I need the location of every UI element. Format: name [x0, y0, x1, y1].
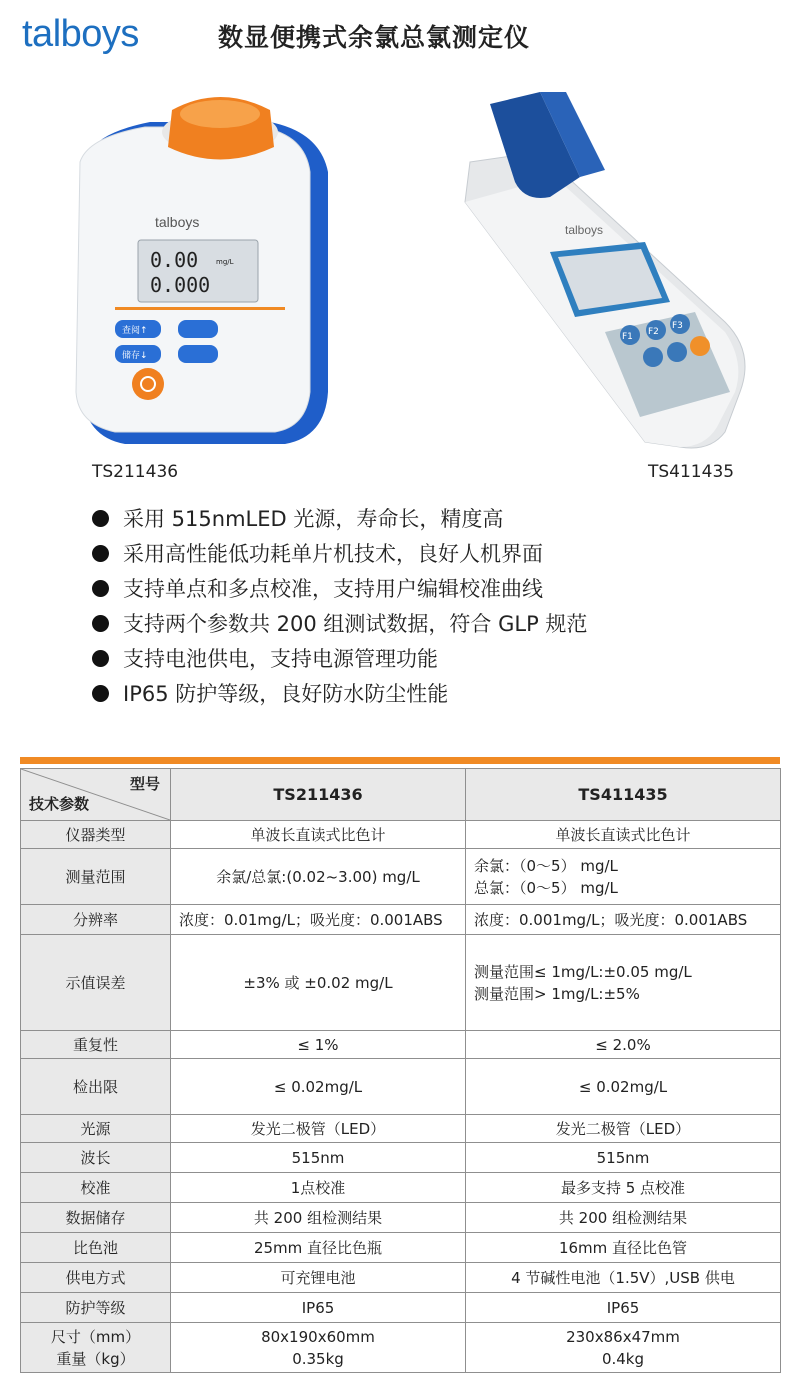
feature-item: IP65 防护等级，良好防水防尘性能: [92, 677, 587, 712]
screen-unit: mg/L: [216, 258, 234, 266]
spec-table-section: [20, 757, 780, 1373]
param-cell: [21, 905, 171, 935]
value-cell-model-2: [466, 1263, 781, 1293]
param-cell: [21, 935, 171, 1031]
talboys-logo: [22, 12, 172, 56]
feature-item: 支持两个参数共 200 组测试数据，符合 GLP 规范: [92, 607, 587, 642]
square-button: [178, 320, 218, 338]
param-label: 仪器类型: [65, 825, 126, 844]
value-cell-model-2: [466, 935, 781, 1031]
param-label: 数据储存: [65, 1208, 126, 1227]
value-text: IP65: [301, 1298, 335, 1317]
device-brand-label: talboys: [155, 214, 200, 230]
param-cell: [21, 1143, 171, 1173]
value-cell-model-1: [171, 1293, 466, 1323]
product-model-label-2: TS411435: [648, 462, 735, 482]
value-text: 1点校准: [290, 1178, 346, 1197]
bullet-icon: [92, 580, 109, 597]
param-cell: [21, 1263, 171, 1293]
confirm-button: [178, 345, 218, 363]
feature-list: [92, 502, 587, 712]
table-header-row: [21, 769, 781, 821]
logo-text: talboys: [22, 13, 139, 55]
table-row: [21, 1263, 781, 1293]
value-cell-model-2: [466, 849, 781, 905]
param-cell: [21, 1031, 171, 1059]
value-text: IP65: [606, 1298, 640, 1317]
param-label: 光源: [80, 1119, 111, 1138]
param-cell: [21, 1115, 171, 1143]
value-cell-model-1: [171, 1233, 466, 1263]
value-text: ≤ 2.0%: [595, 1035, 651, 1054]
param-label: 测量范围: [65, 867, 126, 886]
value-cell-model-2: [466, 1203, 781, 1233]
param-cell: [21, 1323, 171, 1373]
param-label: 分辨率: [72, 910, 118, 929]
value-text: 测量范围≤ 1mg/L:±0.05 mg/L: [474, 962, 692, 981]
value-text: 共 200 组检测结果: [253, 1208, 383, 1227]
value-cell-model-2: [466, 1059, 781, 1115]
table-row: [21, 1059, 781, 1115]
screen-reading-2: 0.000: [150, 273, 211, 297]
feature-item: 采用高性能低功耗单片机技术，良好人机界面: [92, 537, 587, 572]
param-label: 重量（kg）: [56, 1349, 135, 1368]
value-text: 4 节碱性电池（1.5V）,USB 供电: [511, 1268, 735, 1287]
table-row: [21, 1031, 781, 1059]
spec-table: [20, 768, 781, 1373]
bullet-icon: [92, 685, 109, 702]
value-text: 发光二极管（LED）: [250, 1119, 386, 1138]
power-button: [132, 368, 164, 400]
param-label: 重复性: [72, 1035, 118, 1054]
device-brand-label-2: talboys: [565, 223, 604, 237]
table-row: [21, 1143, 781, 1173]
column-header-model-2: TS411435: [466, 769, 781, 821]
value-text: 余氯：（0～5） mg/L: [474, 856, 618, 875]
value-cell-model-2: [466, 905, 781, 935]
table-corner-cell: [21, 769, 171, 821]
value-text: 单波长直读式比色计: [555, 825, 691, 844]
value-cell-model-1: [171, 1323, 466, 1373]
table-row: [21, 1233, 781, 1263]
value-cell-model-1: [171, 1059, 466, 1115]
value-cell-model-2: [466, 1143, 781, 1173]
store-down-label: 储存↓: [122, 351, 148, 361]
value-text: 共 200 组检测结果: [558, 1208, 688, 1227]
table-row: [21, 1323, 781, 1373]
value-text: 515nm: [596, 1148, 650, 1167]
table-row: [21, 1203, 781, 1233]
value-text: 80x190x60mm: [261, 1327, 375, 1346]
value-cell-model-2: [466, 1115, 781, 1143]
value-text: 最多支持 5 点校准: [560, 1178, 686, 1197]
table-row: [21, 905, 781, 935]
value-text: 发光二极管（LED）: [555, 1119, 691, 1138]
corner-model-label: 型号: [129, 775, 160, 793]
param-label: 检出限: [72, 1077, 118, 1096]
value-cell-model-1: [171, 1115, 466, 1143]
value-text: 单波长直读式比色计: [250, 825, 386, 844]
value-text: 0.35kg: [292, 1349, 344, 1368]
f3-key: F3: [672, 321, 683, 331]
value-cell-model-2: [466, 1173, 781, 1203]
table-row: [21, 1293, 781, 1323]
value-text: ≤ 0.02mg/L: [578, 1077, 668, 1096]
value-cell-model-1: [171, 821, 466, 849]
value-text: 0.4kg: [601, 1349, 645, 1368]
value-text: 16mm 直径比色管: [558, 1238, 688, 1257]
value-cell-model-1: [171, 1143, 466, 1173]
feature-item: 支持电池供电，支持电源管理功能: [92, 642, 587, 677]
value-text: 230x86x47mm: [566, 1327, 680, 1346]
param-cell: [21, 1059, 171, 1115]
param-label: 示值误差: [65, 973, 126, 992]
table-row: [21, 935, 781, 1031]
product-model-label-1: TS211436: [92, 462, 179, 482]
param-label: 比色池: [72, 1238, 118, 1257]
table-row: [21, 1173, 781, 1203]
page-title: 数显便携式余氯总氯测定仪: [218, 23, 531, 52]
value-text: 测量范围> 1mg/L:±5%: [474, 984, 640, 1003]
value-cell-model-1: [171, 1173, 466, 1203]
param-cell: [21, 1293, 171, 1323]
value-text: 25mm 直径比色瓶: [253, 1238, 383, 1257]
table-row: [21, 821, 781, 849]
value-text: 余氯/总氯:(0.02~3.00) mg/L: [216, 867, 420, 886]
param-cell: [21, 1203, 171, 1233]
bullet-icon: [92, 510, 109, 527]
value-text: ≤ 1%: [297, 1035, 339, 1054]
value-text: 可充锂电池: [280, 1268, 356, 1287]
screen-reading-1: 0.00: [150, 248, 199, 272]
value-cell-model-1: [171, 1263, 466, 1293]
f2-key: F2: [648, 327, 659, 337]
param-label: 防护等级: [65, 1298, 126, 1317]
bullet-icon: [92, 615, 109, 632]
accent-bar: [20, 757, 780, 764]
param-cell: [21, 1173, 171, 1203]
value-cell-model-2: [466, 1233, 781, 1263]
value-text: 总氯：（0～5） mg/L: [474, 878, 618, 897]
value-text: ≤ 0.02mg/L: [273, 1077, 363, 1096]
value-cell-model-1: [171, 1031, 466, 1059]
value-text: 浓度：0.001mg/L；吸光度：0.001ABS: [474, 910, 748, 929]
corner-param-label: 技术参数: [29, 795, 90, 813]
value-cell-model-1: [171, 1203, 466, 1233]
param-cell: [21, 1233, 171, 1263]
value-cell-model-1: [171, 849, 466, 905]
bullet-icon: [92, 545, 109, 562]
value-cell-model-2: [466, 1293, 781, 1323]
param-label: 尺寸（mm）: [50, 1327, 141, 1346]
bullet-icon: [92, 650, 109, 667]
value-text: ±3% 或 ±0.02 mg/L: [243, 973, 393, 992]
query-up-label: 查阅↑: [122, 326, 148, 336]
param-label: 波长: [80, 1148, 111, 1167]
table-row: [21, 849, 781, 905]
value-text: 浓度：0.01mg/L；吸光度：0.001ABS: [179, 910, 443, 929]
param-label: 校准: [80, 1178, 111, 1197]
value-cell-model-2: [466, 1031, 781, 1059]
param-label: 供电方式: [65, 1268, 126, 1287]
product-image-ts411435: [455, 92, 755, 452]
param-cell: [21, 821, 171, 849]
product-image-ts211436: [70, 92, 340, 452]
param-cell: [21, 849, 171, 905]
column-header-model-1: TS211436: [171, 769, 466, 821]
value-text: 515nm: [291, 1148, 345, 1167]
value-cell-model-2: [466, 1323, 781, 1373]
table-row: [21, 1115, 781, 1143]
value-cell-model-2: [466, 821, 781, 849]
value-cell-model-1: [171, 935, 466, 1031]
f1-key: F1: [622, 332, 633, 342]
feature-item: 支持单点和多点校准，支持用户编辑校准曲线: [92, 572, 587, 607]
feature-item: 采用 515nmLED 光源，寿命长，精度高: [92, 502, 587, 537]
value-cell-model-1: [171, 905, 466, 935]
